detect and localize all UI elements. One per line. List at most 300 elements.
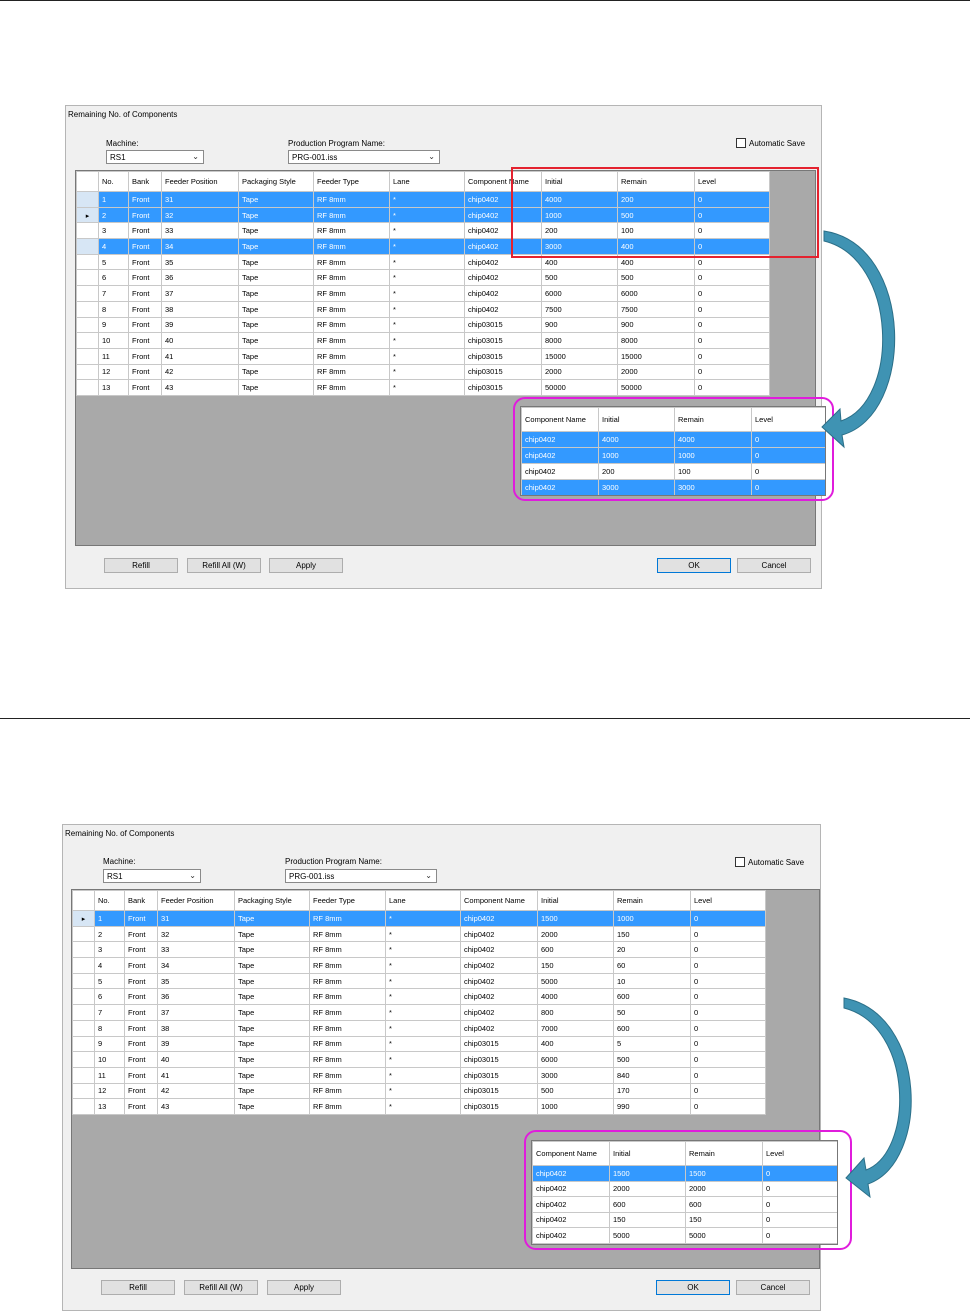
table-row[interactable]	[73, 1052, 766, 1068]
table-cell[interactable]: 41	[162, 348, 239, 364]
table-cell[interactable]: Front	[125, 942, 158, 958]
table-cell[interactable]: Tape	[239, 254, 314, 270]
table-cell[interactable]: 37	[162, 286, 239, 302]
table-cell[interactable]: RF 8mm	[310, 1099, 386, 1115]
table-cell[interactable]: Tape	[239, 207, 314, 223]
table-cell[interactable]: 39	[162, 317, 239, 333]
table-cell[interactable]: RF 8mm	[314, 239, 390, 255]
table-cell[interactable]: RF 8mm	[310, 1067, 386, 1083]
table-cell[interactable]: *	[390, 239, 465, 255]
table-cell[interactable]: 3000	[542, 239, 618, 255]
table-cell[interactable]: RF 8mm	[314, 223, 390, 239]
table-cell[interactable]: 13	[95, 1099, 125, 1115]
table-cell[interactable]: 39	[158, 1036, 235, 1052]
table-cell[interactable]: 0	[691, 1083, 766, 1099]
table-cell[interactable]: Front	[125, 958, 158, 974]
table-cell[interactable]: 34	[158, 958, 235, 974]
table-cell[interactable]: 1000	[538, 1099, 614, 1115]
table-cell[interactable]: 2000	[542, 364, 618, 380]
column-header[interactable]: Remain	[618, 172, 695, 192]
table-cell[interactable]: 500	[618, 207, 695, 223]
table-cell[interactable]: 50	[614, 1005, 691, 1021]
table-cell[interactable]: 8000	[618, 333, 695, 349]
table-cell[interactable]: 400	[538, 1036, 614, 1052]
table-row[interactable]	[73, 1099, 766, 1115]
table-cell[interactable]: Front	[125, 1020, 158, 1036]
table-cell[interactable]: 3	[99, 223, 129, 239]
table-cell[interactable]: Tape	[239, 239, 314, 255]
table-cell[interactable]: chip0402	[465, 286, 542, 302]
column-header[interactable]: Lane	[390, 172, 465, 192]
row-header[interactable]	[73, 1067, 95, 1083]
table-cell[interactable]: Tape	[235, 973, 310, 989]
table-cell[interactable]: 37	[158, 1005, 235, 1021]
table-row[interactable]	[73, 989, 766, 1005]
table-cell[interactable]: *	[386, 1067, 461, 1083]
table-cell[interactable]: RF 8mm	[314, 207, 390, 223]
table-cell[interactable]: 500	[614, 1052, 691, 1068]
table-cell[interactable]: 5	[614, 1036, 691, 1052]
table-cell[interactable]: 1000	[614, 911, 691, 927]
table-cell[interactable]: Front	[129, 317, 162, 333]
table-cell[interactable]: 1500	[538, 911, 614, 927]
table-cell[interactable]: chip0402	[465, 270, 542, 286]
row-header[interactable]	[73, 911, 95, 927]
row-header[interactable]	[77, 301, 99, 317]
table-cell[interactable]: 0	[695, 364, 770, 380]
table-cell[interactable]: *	[390, 333, 465, 349]
refill-all-button[interactable]: Refill All (W)	[187, 558, 261, 573]
table-cell[interactable]: 11	[99, 348, 129, 364]
program-select[interactable]	[285, 869, 437, 883]
table-cell[interactable]: chip0402	[461, 958, 538, 974]
table-row[interactable]	[73, 942, 766, 958]
table-cell[interactable]: Front	[125, 1099, 158, 1115]
table-cell[interactable]: Tape	[239, 192, 314, 208]
table-cell[interactable]: 0	[695, 192, 770, 208]
table-cell[interactable]: 0	[695, 348, 770, 364]
table-cell[interactable]: Front	[129, 207, 162, 223]
row-header[interactable]	[77, 317, 99, 333]
table-cell[interactable]: Front	[129, 192, 162, 208]
table-cell[interactable]: 6	[99, 270, 129, 286]
table-cell[interactable]: Front	[129, 364, 162, 380]
table-cell[interactable]: Front	[125, 911, 158, 927]
table-cell[interactable]: chip03015	[461, 1036, 538, 1052]
row-header[interactable]	[73, 989, 95, 1005]
table-cell[interactable]: 2000	[618, 364, 695, 380]
table-row[interactable]	[77, 348, 770, 364]
table-cell[interactable]: Tape	[235, 1067, 310, 1083]
table-cell[interactable]: 6	[95, 989, 125, 1005]
table-cell[interactable]: 3	[95, 942, 125, 958]
table-cell[interactable]: *	[390, 301, 465, 317]
table-cell[interactable]: 8000	[542, 333, 618, 349]
table-cell[interactable]: Front	[125, 926, 158, 942]
table-cell[interactable]: 38	[158, 1020, 235, 1036]
table-cell[interactable]: RF 8mm	[310, 1005, 386, 1021]
table-cell[interactable]: 50000	[542, 380, 618, 396]
table-cell[interactable]: *	[386, 973, 461, 989]
table-cell[interactable]: Front	[129, 223, 162, 239]
column-header[interactable]: No.	[99, 172, 129, 192]
table-cell[interactable]: RF 8mm	[314, 270, 390, 286]
column-header[interactable]: Feeder Position	[158, 891, 235, 911]
table-cell[interactable]: RF 8mm	[314, 380, 390, 396]
table-cell[interactable]: 31	[162, 192, 239, 208]
table-cell[interactable]: 8	[99, 301, 129, 317]
row-header[interactable]	[73, 1099, 95, 1115]
table-cell[interactable]: 8	[95, 1020, 125, 1036]
table-cell[interactable]: Tape	[235, 1083, 310, 1099]
table-cell[interactable]: *	[390, 286, 465, 302]
table-cell[interactable]: Front	[125, 973, 158, 989]
row-header[interactable]	[77, 348, 99, 364]
table-cell[interactable]: *	[386, 958, 461, 974]
table-cell[interactable]: 4000	[542, 192, 618, 208]
table-cell[interactable]: 50000	[618, 380, 695, 396]
table-cell[interactable]: 36	[162, 270, 239, 286]
row-header[interactable]	[77, 333, 99, 349]
table-cell[interactable]: 6000	[542, 286, 618, 302]
table-row[interactable]	[77, 333, 770, 349]
table-cell[interactable]: 600	[614, 989, 691, 1005]
checkbox-box[interactable]	[736, 138, 746, 148]
table-cell[interactable]: RF 8mm	[314, 333, 390, 349]
table-cell[interactable]: chip0402	[461, 1020, 538, 1036]
row-header[interactable]	[77, 207, 99, 223]
refill-button[interactable]: Refill	[104, 558, 178, 573]
column-header[interactable]: Lane	[386, 891, 461, 911]
ok-button[interactable]: OK	[656, 1280, 730, 1295]
row-header[interactable]	[77, 286, 99, 302]
table-cell[interactable]: 5	[99, 254, 129, 270]
row-header[interactable]	[73, 942, 95, 958]
table-cell[interactable]: 500	[542, 270, 618, 286]
table-cell[interactable]: RF 8mm	[310, 958, 386, 974]
table-cell[interactable]: 38	[162, 301, 239, 317]
table-cell[interactable]: RF 8mm	[314, 301, 390, 317]
table-cell[interactable]: Front	[125, 1067, 158, 1083]
table-cell[interactable]: chip03015	[465, 364, 542, 380]
row-header[interactable]	[73, 926, 95, 942]
table-cell[interactable]: Front	[125, 1052, 158, 1068]
table-cell[interactable]: chip0402	[461, 989, 538, 1005]
row-header[interactable]	[73, 1052, 95, 1068]
row-header[interactable]	[73, 1036, 95, 1052]
table-cell[interactable]: 200	[618, 192, 695, 208]
table-cell[interactable]: 12	[95, 1083, 125, 1099]
table-cell[interactable]: 150	[538, 958, 614, 974]
table-cell[interactable]: *	[386, 989, 461, 1005]
row-header[interactable]	[73, 1020, 95, 1036]
table-cell[interactable]: 600	[538, 942, 614, 958]
table-cell[interactable]: 0	[695, 286, 770, 302]
table-cell[interactable]: chip0402	[461, 911, 538, 927]
table-cell[interactable]: 10	[99, 333, 129, 349]
table-cell[interactable]: 0	[695, 207, 770, 223]
table-cell[interactable]: 43	[158, 1099, 235, 1115]
table-cell[interactable]: chip0402	[461, 973, 538, 989]
table-cell[interactable]: 43	[162, 380, 239, 396]
row-header[interactable]	[73, 1083, 95, 1099]
table-cell[interactable]: 2	[99, 207, 129, 223]
table-cell[interactable]: 0	[695, 380, 770, 396]
table-cell[interactable]: 7	[95, 1005, 125, 1021]
table-cell[interactable]: *	[390, 192, 465, 208]
table-cell[interactable]: 0	[691, 926, 766, 942]
table-cell[interactable]: 900	[618, 317, 695, 333]
table-cell[interactable]: RF 8mm	[310, 942, 386, 958]
table-cell[interactable]: RF 8mm	[314, 348, 390, 364]
column-header[interactable]: Initial	[538, 891, 614, 911]
table-cell[interactable]: 400	[542, 254, 618, 270]
table-cell[interactable]: 9	[99, 317, 129, 333]
table-cell[interactable]: 0	[695, 223, 770, 239]
table-cell[interactable]: Tape	[239, 333, 314, 349]
table-cell[interactable]: Tape	[235, 926, 310, 942]
table-cell[interactable]: *	[390, 348, 465, 364]
table-cell[interactable]: Front	[129, 301, 162, 317]
table-cell[interactable]: 4	[99, 239, 129, 255]
table-cell[interactable]: 13	[99, 380, 129, 396]
table-cell[interactable]: 7500	[618, 301, 695, 317]
table-cell[interactable]: RF 8mm	[310, 926, 386, 942]
table-cell[interactable]: 42	[162, 364, 239, 380]
table-cell[interactable]: 6000	[538, 1052, 614, 1068]
table-cell[interactable]: 400	[618, 254, 695, 270]
table-cell[interactable]: RF 8mm	[314, 317, 390, 333]
table-cell[interactable]: chip0402	[461, 942, 538, 958]
table-cell[interactable]: chip0402	[465, 192, 542, 208]
table-cell[interactable]: chip0402	[461, 1005, 538, 1021]
table-cell[interactable]: 2000	[538, 926, 614, 942]
table-row[interactable]	[73, 973, 766, 989]
table-cell[interactable]: Tape	[239, 301, 314, 317]
table-cell[interactable]: 7500	[542, 301, 618, 317]
table-cell[interactable]: RF 8mm	[310, 911, 386, 927]
table-cell[interactable]: 0	[691, 1005, 766, 1021]
table-cell[interactable]: chip03015	[461, 1083, 538, 1099]
table-cell[interactable]: 32	[158, 926, 235, 942]
table-cell[interactable]: RF 8mm	[310, 973, 386, 989]
table-cell[interactable]: Front	[125, 1083, 158, 1099]
row-header[interactable]	[77, 364, 99, 380]
table-cell[interactable]: *	[386, 1083, 461, 1099]
table-row[interactable]	[73, 958, 766, 974]
table-cell[interactable]: chip0402	[465, 239, 542, 255]
table-cell[interactable]: Tape	[239, 317, 314, 333]
table-cell[interactable]: Tape	[235, 1020, 310, 1036]
table-cell[interactable]: 4	[95, 958, 125, 974]
table-cell[interactable]: 0	[695, 333, 770, 349]
table-cell[interactable]: 20	[614, 942, 691, 958]
row-header[interactable]	[77, 254, 99, 270]
table-cell[interactable]: 35	[162, 254, 239, 270]
table-row[interactable]	[77, 301, 770, 317]
table-cell[interactable]: chip0402	[465, 301, 542, 317]
machine-select[interactable]	[106, 150, 204, 164]
table-cell[interactable]: 0	[691, 989, 766, 1005]
table-cell[interactable]: 1	[95, 911, 125, 927]
table-cell[interactable]: 150	[614, 926, 691, 942]
table-cell[interactable]: Front	[129, 333, 162, 349]
row-header[interactable]	[77, 239, 99, 255]
table-cell[interactable]: *	[386, 1052, 461, 1068]
table-row[interactable]	[73, 1083, 766, 1099]
apply-button[interactable]: Apply	[269, 558, 343, 573]
column-header[interactable]: Level	[695, 172, 770, 192]
table-row[interactable]	[77, 270, 770, 286]
table-cell[interactable]: 40	[158, 1052, 235, 1068]
table-cell[interactable]: RF 8mm	[314, 254, 390, 270]
table-cell[interactable]: 31	[158, 911, 235, 927]
table-cell[interactable]: chip03015	[465, 380, 542, 396]
table-cell[interactable]: chip0402	[461, 926, 538, 942]
table-cell[interactable]: 170	[614, 1083, 691, 1099]
table-cell[interactable]: *	[390, 270, 465, 286]
row-header[interactable]	[77, 380, 99, 396]
table-cell[interactable]: 500	[618, 270, 695, 286]
table-cell[interactable]: *	[386, 1099, 461, 1115]
table-cell[interactable]: 32	[162, 207, 239, 223]
table-cell[interactable]: RF 8mm	[314, 286, 390, 302]
table-cell[interactable]: 11	[95, 1067, 125, 1083]
table-cell[interactable]: Tape	[235, 942, 310, 958]
refill-all-button[interactable]: Refill All (W)	[184, 1280, 258, 1295]
table-cell[interactable]: Tape	[235, 1036, 310, 1052]
table-cell[interactable]: Tape	[239, 364, 314, 380]
table-cell[interactable]: 0	[691, 942, 766, 958]
table-cell[interactable]: RF 8mm	[314, 192, 390, 208]
table-cell[interactable]: *	[386, 926, 461, 942]
table-cell[interactable]: chip03015	[461, 1067, 538, 1083]
table-cell[interactable]: 840	[614, 1067, 691, 1083]
table-row[interactable]	[77, 286, 770, 302]
table-cell[interactable]: 15000	[542, 348, 618, 364]
table-cell[interactable]: chip03015	[465, 348, 542, 364]
automatic-save-checkbox[interactable]	[735, 857, 804, 867]
table-cell[interactable]: 0	[691, 1067, 766, 1083]
table-cell[interactable]: 400	[618, 239, 695, 255]
table-cell[interactable]: 600	[614, 1020, 691, 1036]
table-row[interactable]	[73, 1036, 766, 1052]
table-cell[interactable]: 4000	[538, 989, 614, 1005]
table-cell[interactable]: chip03015	[465, 317, 542, 333]
table-cell[interactable]: 2	[95, 926, 125, 942]
table-cell[interactable]: 7	[99, 286, 129, 302]
table-row[interactable]	[77, 380, 770, 396]
table-cell[interactable]: Tape	[239, 348, 314, 364]
table-cell[interactable]: Tape	[235, 911, 310, 927]
table-cell[interactable]: Front	[129, 348, 162, 364]
table-cell[interactable]: *	[390, 207, 465, 223]
table-cell[interactable]: *	[386, 911, 461, 927]
table-cell[interactable]: RF 8mm	[310, 1083, 386, 1099]
table-cell[interactable]: RF 8mm	[310, 989, 386, 1005]
table-cell[interactable]: *	[386, 1036, 461, 1052]
table-cell[interactable]: 0	[695, 270, 770, 286]
table-cell[interactable]: 0	[691, 1052, 766, 1068]
table-cell[interactable]: 0	[695, 239, 770, 255]
table-cell[interactable]: Tape	[235, 1005, 310, 1021]
table-cell[interactable]: 500	[538, 1083, 614, 1099]
row-header[interactable]	[77, 192, 99, 208]
table-cell[interactable]: Tape	[235, 958, 310, 974]
cancel-button[interactable]: Cancel	[737, 558, 811, 573]
table-cell[interactable]: 0	[695, 317, 770, 333]
row-header[interactable]	[73, 958, 95, 974]
column-header[interactable]: Level	[691, 891, 766, 911]
table-cell[interactable]: 10	[95, 1052, 125, 1068]
table-cell[interactable]: 7000	[538, 1020, 614, 1036]
table-cell[interactable]: 6000	[618, 286, 695, 302]
table-row[interactable]	[73, 1005, 766, 1021]
table-cell[interactable]: Front	[129, 239, 162, 255]
column-header[interactable]: Remain	[614, 891, 691, 911]
table-cell[interactable]: 42	[158, 1083, 235, 1099]
table-cell[interactable]: 33	[162, 223, 239, 239]
row-header[interactable]	[77, 223, 99, 239]
table-cell[interactable]: chip0402	[465, 223, 542, 239]
table-cell[interactable]: chip0402	[465, 254, 542, 270]
column-header[interactable]: Bank	[125, 891, 158, 911]
column-header[interactable]: Feeder Type	[310, 891, 386, 911]
table-row[interactable]	[73, 926, 766, 942]
machine-select[interactable]	[103, 869, 201, 883]
row-header[interactable]	[77, 270, 99, 286]
table-cell[interactable]: 0	[691, 911, 766, 927]
table-cell[interactable]: chip03015	[461, 1052, 538, 1068]
table-cell[interactable]: Front	[125, 1005, 158, 1021]
table-row[interactable]	[77, 317, 770, 333]
table-cell[interactable]: Front	[129, 286, 162, 302]
table-cell[interactable]: RF 8mm	[314, 364, 390, 380]
row-header[interactable]	[73, 973, 95, 989]
table-cell[interactable]: Front	[125, 989, 158, 1005]
column-header[interactable]: Component Name	[465, 172, 542, 192]
automatic-save-checkbox[interactable]	[736, 138, 805, 148]
table-cell[interactable]: Tape	[239, 286, 314, 302]
table-cell[interactable]: *	[390, 380, 465, 396]
column-header[interactable]: Feeder Type	[314, 172, 390, 192]
checkbox-box[interactable]	[735, 857, 745, 867]
table-cell[interactable]: Tape	[235, 989, 310, 1005]
table-row[interactable]	[73, 1067, 766, 1083]
table-cell[interactable]: 200	[542, 223, 618, 239]
table-cell[interactable]: RF 8mm	[310, 1052, 386, 1068]
table-cell[interactable]: chip0402	[465, 207, 542, 223]
table-cell[interactable]: Tape	[235, 1052, 310, 1068]
table-cell[interactable]: *	[390, 254, 465, 270]
table-cell[interactable]: 0	[691, 958, 766, 974]
column-header[interactable]: Packaging Style	[239, 172, 314, 192]
table-cell[interactable]: 0	[695, 301, 770, 317]
table-cell[interactable]: 12	[99, 364, 129, 380]
refill-button[interactable]: Refill	[101, 1280, 175, 1295]
table-cell[interactable]: Front	[129, 380, 162, 396]
column-header[interactable]: Packaging Style	[235, 891, 310, 911]
table-cell[interactable]: *	[390, 223, 465, 239]
table-cell[interactable]: 800	[538, 1005, 614, 1021]
table-row[interactable]	[73, 1020, 766, 1036]
table-cell[interactable]: Tape	[239, 270, 314, 286]
table-cell[interactable]: 0	[691, 1099, 766, 1115]
table-cell[interactable]: *	[390, 317, 465, 333]
table-cell[interactable]: 34	[162, 239, 239, 255]
table-cell[interactable]: 15000	[618, 348, 695, 364]
ok-button[interactable]: OK	[657, 558, 731, 573]
